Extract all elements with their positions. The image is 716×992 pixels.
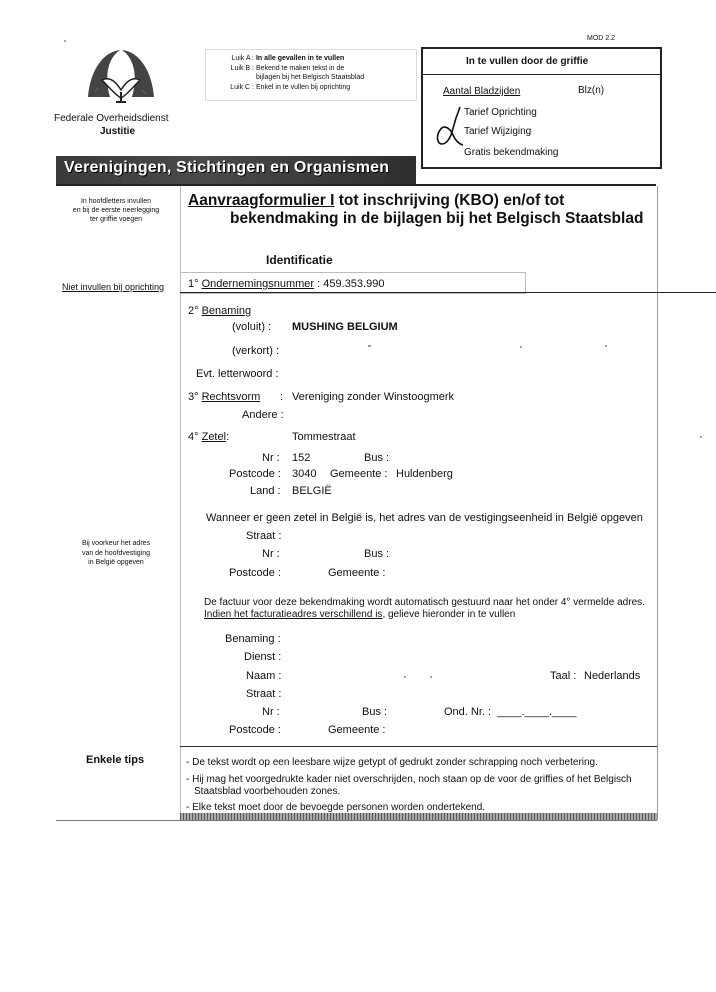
nr-label: Nr : (262, 452, 280, 464)
scan-speck (520, 346, 522, 348)
scan-speck (404, 676, 406, 678)
vestiging-postcode-label: Postcode : (229, 567, 281, 579)
org-name: Federale Overheidsdienst (54, 113, 169, 124)
side-note-line: en bij de eerste neerlegging (72, 207, 160, 214)
postcode-value: 3040 (292, 468, 317, 480)
griffie-divider (421, 74, 660, 75)
factuur-condition: Indien het facturatieadres verschillend is (204, 609, 383, 620)
factuur-straat-label: Straat : (246, 688, 282, 700)
luik-text: Bekend te maken tekst in de (255, 64, 345, 72)
field-num: 3° (188, 391, 199, 403)
scan-speck (368, 345, 371, 347)
tip-item: - Elke tekst moet door de bevoegde personen worden ondertekend. (186, 802, 486, 813)
factuur-bus-label: Bus : (362, 706, 388, 718)
factuur-postcode-label: Postcode : (229, 724, 281, 736)
factuur-naam-label: Naam : (246, 670, 282, 682)
verkort-label: (verkort) : (232, 345, 280, 357)
side-note-line: ter griffie voegen (89, 216, 142, 223)
field-sep: : (280, 391, 284, 403)
factuur-rest: , gelieve hieronder in te vullen (382, 609, 516, 620)
luik-text: In alle gevallen in te vullen (255, 55, 345, 62)
factuur-benaming-label: Benaming : (225, 633, 281, 645)
side-note-line: In hoofdletters invullen (80, 198, 152, 205)
banner-title: Verenigingen, Stichtingen en Organismen (64, 159, 390, 176)
field-num: 1° (188, 278, 199, 290)
justice-logo-icon (80, 42, 162, 106)
vestiging-gemeente-label: Gemeente : (328, 567, 386, 579)
rechtsvorm-value: Vereniging zonder Winstoogmerk (292, 391, 455, 403)
field-1 (188, 278, 384, 290)
benaming-label: Benaming (201, 305, 252, 317)
land-value: BELGIË (292, 485, 332, 497)
scan-speck (64, 40, 66, 42)
taal-value: Nederlands (584, 670, 641, 682)
griffie-title: In te vullen door de griffie (466, 56, 589, 67)
org-dept: Justitie (100, 126, 136, 137)
luik-list (216, 54, 364, 92)
gratis-bekendmaking: Gratis bekendmaking (464, 147, 559, 158)
bottom-bar (180, 813, 657, 820)
rechtsvorm-label: Rechtsvorm (201, 391, 261, 403)
field-4 (188, 431, 229, 443)
tarief-oprichting: Tarief Oprichting (464, 107, 537, 118)
section-title: Identificatie (266, 253, 333, 267)
zetel-value: Tommestraat (292, 431, 356, 443)
letterwoord-label: Evt. letterwoord : (196, 368, 279, 380)
postcode-label: Postcode : (229, 468, 281, 480)
side-note-niet-invullen: Niet invullen bij oprichting (62, 282, 165, 292)
land-label: Land : (250, 485, 281, 497)
vestiging-intro: Wanneer er geen zetel in België is, het adres van de vestigingseenheid in België opgeven (206, 512, 643, 524)
field-2 (188, 305, 251, 317)
factuur-nr-label: Nr : (262, 706, 280, 718)
field-num: 2° (188, 305, 199, 317)
pages-unit: Blz(n) (578, 85, 605, 96)
field-num: 4° (188, 431, 199, 443)
ondernemingsnummer-label: Ondernemingsnummer (201, 278, 315, 290)
gemeente-value: Huldenberg (396, 468, 453, 480)
andere-label: Andere : (242, 409, 284, 421)
tip-item: - Hij mag het voorgedrukte kader niet overschrijden, noch staan op de voor de griffies of het Belgisch (186, 774, 632, 785)
form-title-name: Aanvraagformulier I (188, 192, 335, 209)
side-note-line: van de hoofdvestiging (81, 549, 151, 557)
luik-key: Luik A : (231, 55, 254, 62)
nr-value: 152 (292, 452, 311, 464)
form-code: MOD 2.2 (587, 35, 616, 42)
field-1-rule (180, 292, 716, 293)
scan-speck (700, 436, 702, 438)
form-title-rest: tot inschrijving (KBO) en/of tot (334, 192, 565, 209)
side-note-hoofdletters (58, 197, 174, 224)
tip-item: Staatsblad voorbehouden zones. (194, 786, 341, 797)
right-border (657, 186, 658, 820)
side-note-voorkeur (58, 539, 174, 568)
luik-key: Luik B : (230, 64, 254, 72)
form-title-line1 (188, 192, 564, 210)
bus-label: Bus : (364, 452, 390, 464)
vestiging-nr-label: Nr : (262, 548, 280, 560)
ondernemingsnummer-value: 459.353.990 (323, 278, 385, 290)
vestiging-straat-label: Straat : (246, 530, 282, 542)
field-3 (188, 391, 260, 403)
bottom-rule (56, 820, 657, 821)
luik-key: Luik C : (230, 83, 254, 91)
side-note-line: in België opgeven (88, 559, 144, 566)
voluit-value: MUSHING BELGIUM (292, 321, 398, 333)
voluit-label: (voluit) : (232, 321, 272, 333)
tips-label: Enkele tips (86, 754, 145, 766)
gemeente-label: Gemeente : (330, 468, 388, 480)
vestiging-bus-label: Bus : (364, 548, 390, 560)
factuur-info: De factuur voor deze bekendmaking wordt automatisch gestuurd naar het onder 4° vermelde adres. (204, 597, 645, 608)
tip-item: - De tekst wordt op een leesbare wijze getypt of gedrukt zonder schrapping noch verbetering. (186, 757, 598, 768)
ond-nr-label: Ond. Nr. : (444, 706, 492, 718)
factuur-dienst-label: Dienst : (244, 651, 282, 663)
luik-text: bijlagen bij het Belgisch Staatsblad (255, 74, 365, 81)
field-sep: : (226, 431, 230, 443)
luik-text: Enkel in te vullen bij oprichting (255, 83, 351, 91)
scan-speck (605, 345, 607, 347)
zetel-label: Zetel (201, 431, 227, 443)
pages-label: Aantal Bladzijden (443, 86, 521, 97)
side-note-line: Bij voorkeur het adres (81, 540, 151, 547)
factuur-instruction (204, 609, 515, 620)
field-sep: : (317, 278, 321, 290)
ond-nr-blank: ____.____.____ (497, 706, 577, 718)
tarief-wijziging: Tarief Wijziging (464, 126, 532, 137)
handwritten-checkmark-icon (434, 104, 466, 150)
banner-rule (56, 184, 656, 186)
form-title-line2: bekendmaking in de bijlagen bij het Belgisch Staatsblad (230, 210, 644, 227)
tips-rule (180, 746, 657, 747)
scan-speck (430, 676, 432, 678)
taal-label: Taal : (550, 670, 577, 682)
factuur-gemeente-label: Gemeente : (328, 724, 386, 736)
